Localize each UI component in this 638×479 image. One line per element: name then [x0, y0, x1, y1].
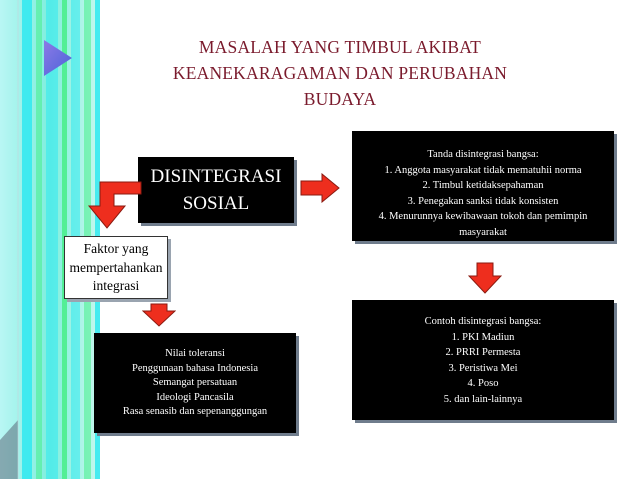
central-disintegration-box	[138, 157, 294, 223]
signs-line: 2. Timbul ketidaksepahaman	[422, 180, 544, 191]
examples-line: 2. PRRI Permesta	[445, 347, 521, 358]
values-line: Rasa senasib dan sepenanggungan	[122, 406, 268, 417]
values-line: Semangat persatuan	[152, 377, 238, 388]
examples-line: 5. dan lain-lainnya	[443, 393, 523, 405]
signs-line: 3. Penegakan sanksi tidak konsisten	[407, 195, 559, 207]
values-line: Nilai toleransi	[165, 348, 225, 359]
factor-line: mempertahankan	[69, 259, 163, 275]
examples-line: Contoh disintegrasi bangsa:	[424, 316, 542, 327]
central-box-line-2: SOSIAL	[182, 193, 250, 214]
signs-line: 1. Anggota masyarakat tidak mematuhii norma	[384, 164, 582, 176]
arrow-down-icon	[468, 262, 502, 294]
values-line: Ideologi Pancasila	[156, 391, 234, 403]
signs-box	[352, 131, 614, 241]
integration-values-box	[94, 333, 296, 433]
arrow-bent-down-icon	[86, 180, 142, 230]
examples-line: 3. Peristiwa Mei	[448, 362, 518, 374]
title-line-3: BUDAYA	[303, 89, 377, 109]
examples-box	[352, 300, 614, 420]
examples-line: 1. PKI Madiun	[451, 331, 515, 343]
factor-line: integrasi	[92, 278, 140, 293]
factor-line: Faktor yang	[83, 241, 149, 256]
arrow-down-icon	[142, 303, 176, 327]
values-line: Penggunaan bahasa Indonesia	[132, 362, 258, 374]
signs-line: 4. Menurunnya kewibawaan tokoh dan pemimpin	[378, 211, 588, 222]
slide-title	[120, 34, 560, 112]
title-line-2: KEANEKARAGAMAN DAN PERUBAHAN	[172, 63, 508, 83]
central-box-line-1: DISINTEGRASI	[150, 166, 282, 187]
title-line-1: MASALAH YANG TIMBUL AKIBAT	[198, 37, 482, 57]
arrow-right-icon	[300, 173, 340, 203]
integration-factor-box	[64, 236, 168, 299]
play-triangle-icon	[42, 38, 74, 78]
signs-line: Tanda disintegrasi bangsa:	[427, 149, 539, 160]
examples-line: 4. Poso	[467, 378, 499, 389]
signs-line: masyarakat	[459, 226, 507, 238]
